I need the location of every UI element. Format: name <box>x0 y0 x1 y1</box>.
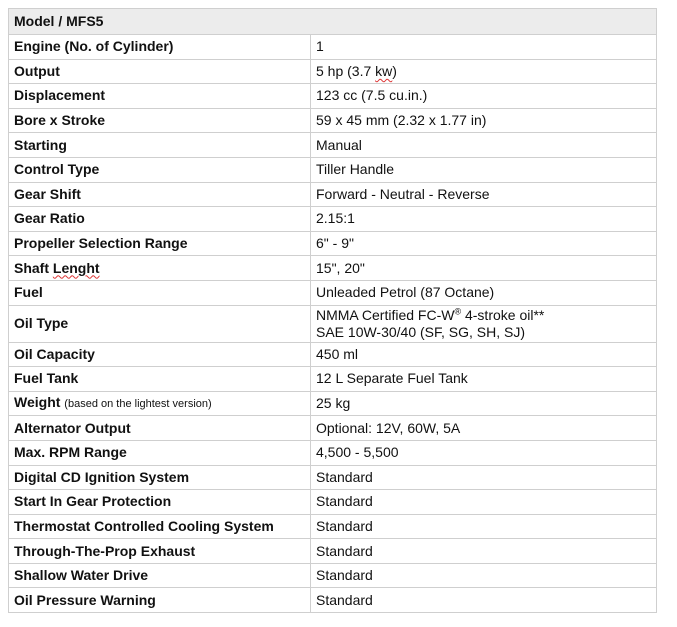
spec-value-text: 5 hp (3.7 <box>316 62 376 79</box>
table-row <box>9 367 657 392</box>
table-row <box>9 305 657 342</box>
table-header-row <box>9 9 657 35</box>
table-row <box>9 490 657 515</box>
spec-value-text: 4-stroke oil** <box>461 306 545 323</box>
spec-label: Control Type <box>9 157 311 182</box>
table-row <box>9 256 657 281</box>
spec-value-text: ) <box>392 62 397 79</box>
spec-value: 15", 20" <box>311 256 657 281</box>
table-row <box>9 391 657 416</box>
registered-mark: ® <box>454 305 462 316</box>
spec-value: 123 cc (7.5 cu.in.) <box>311 84 657 109</box>
spec-label: Gear Shift <box>9 182 311 207</box>
spec-label: Engine (No. of Cylinder) <box>9 35 311 60</box>
spec-value-line <box>316 307 651 324</box>
spec-label: Through-The-Prop Exhaust <box>9 539 311 564</box>
spec-label-note: (based on the lightest version) <box>64 398 212 411</box>
spec-label: Oil Type <box>9 305 311 342</box>
spec-value: 6" - 9" <box>311 231 657 256</box>
spec-label: Shallow Water Drive <box>9 563 311 588</box>
spec-value: 59 x 45 mm (2.32 x 1.77 in) <box>311 108 657 133</box>
spec-value: Forward - Neutral - Reverse <box>311 182 657 207</box>
spec-label: Fuel Tank <box>9 367 311 392</box>
table-row <box>9 342 657 367</box>
spec-value-line: SAE 10W-30/40 (SF, SG, SH, SJ) <box>316 323 526 340</box>
table-row <box>9 108 657 133</box>
spec-label <box>9 256 311 281</box>
table-row <box>9 35 657 60</box>
spec-value <box>311 305 657 342</box>
spec-value: 4,500 - 5,500 <box>311 440 657 465</box>
spec-label: Starting <box>9 133 311 158</box>
spec-label: Digital CD Ignition System <box>9 465 311 490</box>
spec-value: 25 kg <box>311 391 657 416</box>
table-row <box>9 563 657 588</box>
table-row <box>9 207 657 232</box>
table-title: Model / MFS5 <box>9 9 657 35</box>
spec-label: Gear Ratio <box>9 207 311 232</box>
spec-value <box>311 59 657 84</box>
spec-label: Start In Gear Protection <box>9 490 311 515</box>
spec-value: Unleaded Petrol (87 Octane) <box>311 280 657 305</box>
spec-value: Standard <box>311 539 657 564</box>
table-row <box>9 440 657 465</box>
table-row <box>9 59 657 84</box>
table-row <box>9 539 657 564</box>
table-row <box>9 84 657 109</box>
table-row <box>9 157 657 182</box>
spec-label: Fuel <box>9 280 311 305</box>
spec-value-text: NMMA Certified FC-W <box>316 306 455 323</box>
spec-value: 1 <box>311 35 657 60</box>
spelling-flagged-text: Lenght <box>52 259 100 276</box>
table-row <box>9 280 657 305</box>
spec-value: Tiller Handle <box>311 157 657 182</box>
spec-label: Alternator Output <box>9 416 311 441</box>
spec-label <box>9 391 311 416</box>
spec-label-text: Weight <box>14 394 61 411</box>
spec-value: Standard <box>311 514 657 539</box>
spec-label: Oil Capacity <box>9 342 311 367</box>
spec-label: Displacement <box>9 84 311 109</box>
spec-label: Max. RPM Range <box>9 440 311 465</box>
spec-label: Output <box>9 59 311 84</box>
spec-label-text: Shaft <box>14 259 53 276</box>
table-row <box>9 231 657 256</box>
spelling-flagged-text: kw <box>375 62 393 79</box>
table-row <box>9 416 657 441</box>
spec-value: Standard <box>311 588 657 613</box>
spec-value: 12 L Separate Fuel Tank <box>311 367 657 392</box>
spec-label: Thermostat Controlled Cooling System <box>9 514 311 539</box>
spec-value: Standard <box>311 465 657 490</box>
table-row <box>9 514 657 539</box>
spec-value: Standard <box>311 490 657 515</box>
spec-value: Optional: 12V, 60W, 5A <box>311 416 657 441</box>
table-row <box>9 588 657 613</box>
spec-value: Manual <box>311 133 657 158</box>
spec-table <box>8 8 657 613</box>
spec-value: Standard <box>311 563 657 588</box>
spec-label: Oil Pressure Warning <box>9 588 311 613</box>
spec-value: 2.15:1 <box>311 207 657 232</box>
spec-label: Propeller Selection Range <box>9 231 311 256</box>
table-row <box>9 465 657 490</box>
spec-label: Bore x Stroke <box>9 108 311 133</box>
table-row <box>9 133 657 158</box>
table-row <box>9 182 657 207</box>
spec-value: 450 ml <box>311 342 657 367</box>
